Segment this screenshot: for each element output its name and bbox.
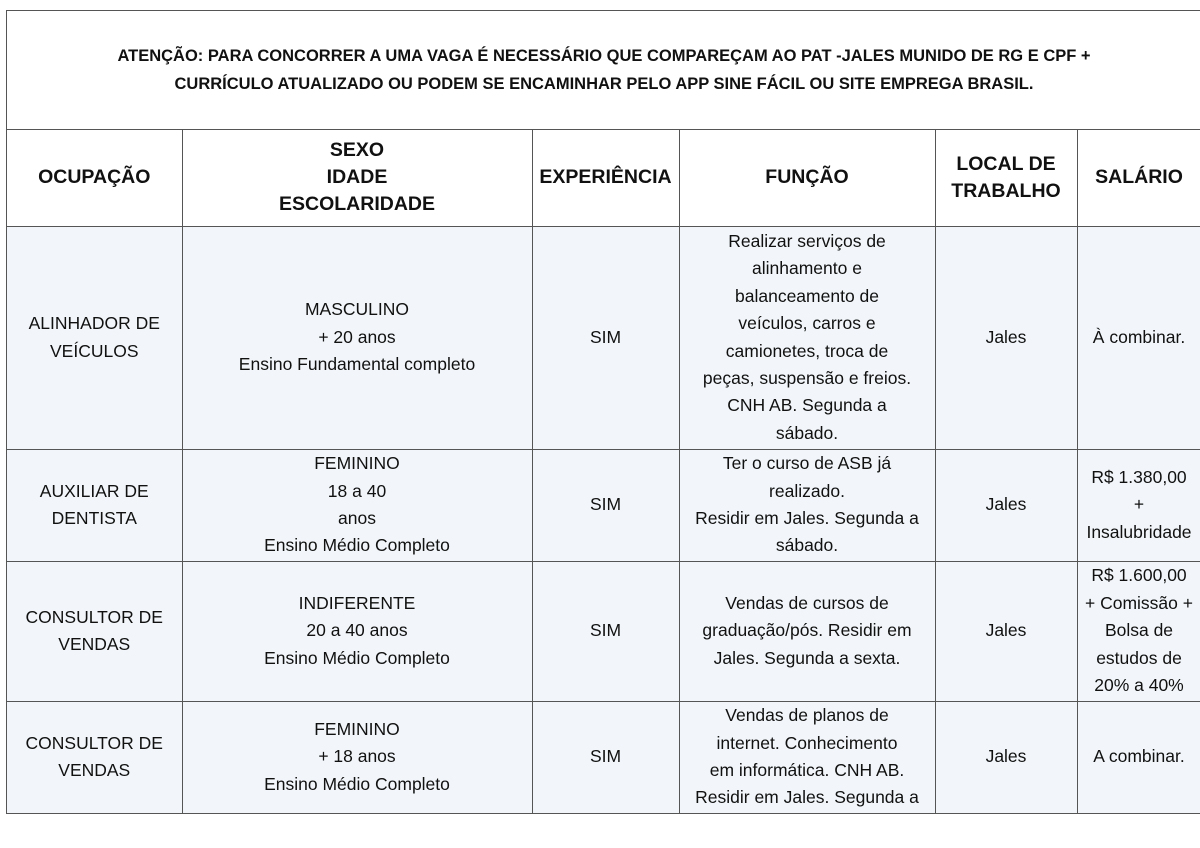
header-salario: SALÁRIO (1077, 130, 1200, 226)
jobs-table (7, 130, 1200, 814)
cell-ocupacao: AUXILIAR DE DENTISTA (7, 449, 182, 561)
cell-salario: R$ 1.600,00 + Comissão + Bolsa de estudos de 20% a 40% (1077, 561, 1200, 701)
cell-ocupacao: CONSULTOR DE VENDAS (7, 701, 182, 813)
cell-ocupacao: ALINHADOR DE VEÍCULOS (7, 226, 182, 449)
header-row (7, 130, 1200, 226)
cell-experiencia: SIM (532, 561, 679, 701)
job-listing-sheet (6, 10, 1200, 814)
cell-experiencia: SIM (532, 449, 679, 561)
cell-funcao: Ter o curso de ASB já realizado. Residir em Jales. Segunda a sábado. (679, 449, 935, 561)
cell-local: Jales (935, 226, 1077, 449)
cell-local: Jales (935, 561, 1077, 701)
cell-ocupacao: CONSULTOR DE VENDAS (7, 561, 182, 701)
cell-funcao: Vendas de planos de internet. Conhecimento em informática. CNH AB. Residir em Jales. Segunda a (679, 701, 935, 813)
table-row (7, 701, 1200, 813)
cell-funcao: Realizar serviços de alinhamento e balanceamento de veículos, carros e camionetes, troca de peças, suspensão e freios. CNH AB. Segunda a sábado. (679, 226, 935, 449)
notice-line-1: ATENÇÃO: PARA CONCORRER A UMA VAGA É NECESSÁRIO QUE COMPAREÇAM AO PAT -JALES MUNIDO DE RG E CPF + (117, 47, 1091, 65)
cell-salario: R$ 1.380,00 + Insalubridade (1077, 449, 1200, 561)
header-ocupacao: OCUPAÇÃO (7, 130, 182, 226)
cell-local: Jales (935, 449, 1077, 561)
cell-experiencia: SIM (532, 226, 679, 449)
cell-perfil: FEMININO 18 a 40 anos Ensino Médio Completo (182, 449, 532, 561)
cell-salario: À combinar. (1077, 226, 1200, 449)
cell-perfil: INDIFERENTE 20 a 40 anos Ensino Médio Completo (182, 561, 532, 701)
notice-line-2: CURRÍCULO ATUALIZADO OU PODEM SE ENCAMINHAR PELO APP SINE FÁCIL OU SITE EMPREGA BRASIL. (174, 75, 1034, 93)
cell-local: Jales (935, 701, 1077, 813)
cell-perfil: FEMININO + 18 anos Ensino Médio Completo (182, 701, 532, 813)
header-experiencia: EXPERIÊNCIA (532, 130, 679, 226)
table-row (7, 449, 1200, 561)
cell-perfil: MASCULINO + 20 anos Ensino Fundamental completo (182, 226, 532, 449)
header-local-trabalho: LOCAL DE TRABALHO (935, 130, 1077, 226)
notice-banner (7, 11, 1200, 130)
header-sexo-idade-escolaridade: SEXO IDADE ESCOLARIDADE (182, 130, 532, 226)
table-row (7, 561, 1200, 701)
cell-salario: A combinar. (1077, 701, 1200, 813)
table-row (7, 226, 1200, 449)
header-funcao: FUNÇÃO (679, 130, 935, 226)
cell-funcao: Vendas de cursos de graduação/pós. Residir em Jales. Segunda a sexta. (679, 561, 935, 701)
cell-experiencia: SIM (532, 701, 679, 813)
